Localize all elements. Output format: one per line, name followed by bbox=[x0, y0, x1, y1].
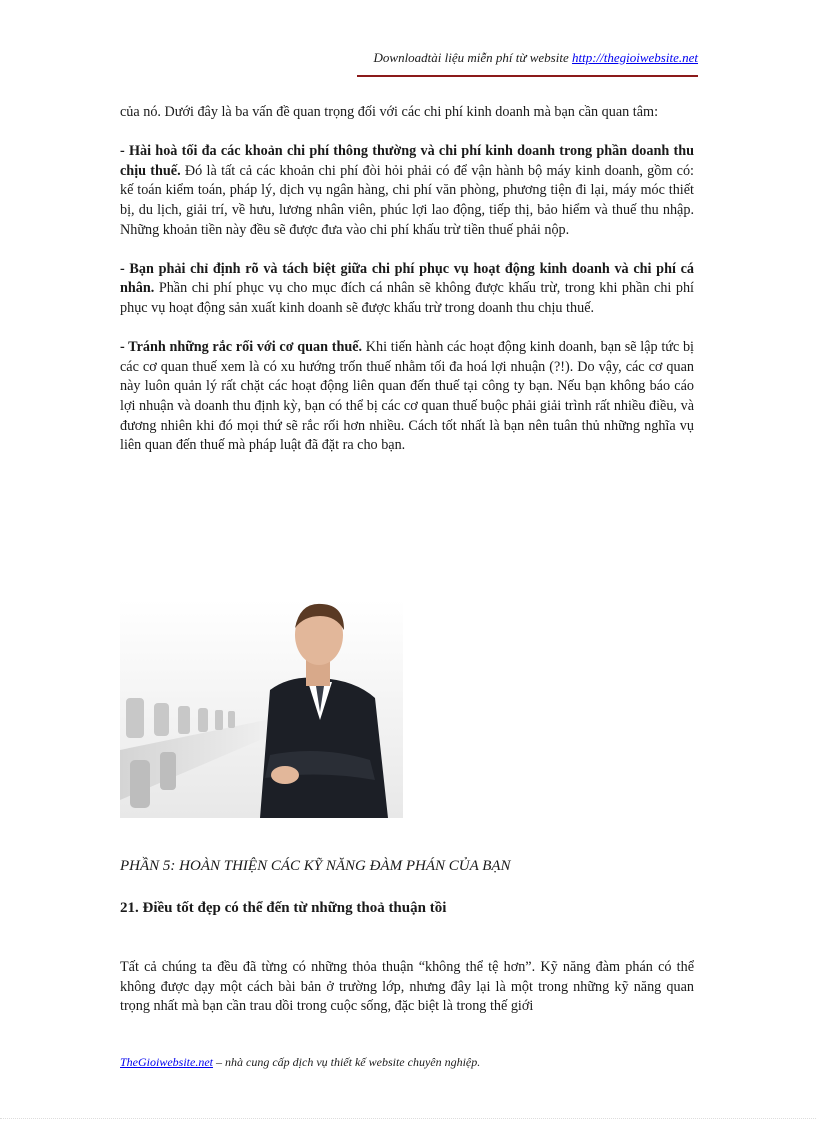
item-paragraph-2 bbox=[120, 260, 694, 319]
article-paragraph: Tất cả chúng ta đều đã từng có những thỏa thuận “không thể tệ hơn”. Kỹ năng đàm phán có thể không được dạy một cách bài bản ở trường lớp, nhưng đây lại là một trong những kỹ năng quan trọng nhất mà bạn cần trau dồi trong cuộc sống, đặc biệt là trong thế giới bbox=[120, 959, 694, 1015]
businessman-photo bbox=[120, 600, 403, 818]
intro-paragraph: của nó. Dưới đây là ba vấn đề quan trọng đối với các chi phí kinh doanh mà bạn cần quan tâm: bbox=[120, 104, 659, 120]
item-1-text: Đó là tất cả các khoản chi phí đòi hỏi phải có để vận hành bộ máy kinh doanh, gồm có: kế toán kiểm toán, pháp lý, dịch vụ ngân hàng, chi phí văn phòng, phương tiện đi lại, máy móc thiết bị, du lịch, giải trí, về hưu, lương nhân viên, phúc lợi lao động, tiếp thị, bảo hiểm và thuế thu nhập. Những khoản tiền này đều sẽ được đưa vào chi phí khấu trừ tiền thuế phải nộp. bbox=[120, 162, 694, 238]
article-heading: 21. Điều tốt đẹp có thể đến từ những thoả thuận tồi bbox=[120, 900, 447, 916]
item-2-heading: - Bạn phải chỉ định rõ và tách biệt giữa chi phí phục vụ hoạt động kinh doanh và chi phí cá nhân. bbox=[120, 260, 694, 297]
item-2-text: Phần chi phí phục vụ cho mục đích cá nhân sẽ không được khấu trừ, trong khi phần chi phí phục vụ hoạt động sản xuất kinh doanh sẽ được khấu trừ trong doanh thu chịu thuế. bbox=[120, 280, 694, 316]
footer-link[interactable]: TheGioiwebsite.net bbox=[120, 1055, 213, 1069]
section-title: PHẦN 5: HOÀN THIỆN CÁC KỸ NĂNG ĐÀM PHÁN CỦA BẠN bbox=[120, 858, 511, 874]
page-header bbox=[0, 0, 816, 80]
item-1-heading: - Hài hoà tối đa các khoản chi phí thông thường và chi phí kinh doanh trong phần doanh thu chịu thuế. bbox=[120, 143, 694, 179]
body-content bbox=[120, 103, 694, 475]
footer-text: – nhà cung cấp dịch vụ thiết kế website chuyên nghiệp. bbox=[213, 1055, 481, 1069]
header-text bbox=[374, 50, 698, 66]
item-paragraph-1 bbox=[120, 142, 694, 240]
item-3-heading: - Tránh những rắc rối với cơ quan thuế. bbox=[120, 339, 363, 356]
page-footer bbox=[120, 1055, 480, 1070]
header-link[interactable]: http://thegioiwebsite.net bbox=[571, 50, 698, 65]
item-paragraph-3 bbox=[120, 338, 694, 456]
item-3-text: Khi tiến hành các hoạt động kinh doanh, bạn sẽ lập tức bị các cơ quan thuế xem là có xu hướng trốn thuế nhằm tối đa hoá lợi nhuận (?!). Do vậy, các cơ quan này luôn quản lý rất chặt các hoạt động liên quan đến thuế tại công ty bạn. Nếu bạn không báo cáo lợi nhuận và doanh thu định kỳ, bạn có thể bị các cơ quan thuế buộc phải giải trình rất nhiều điều, và đương nhiên khi đó mọi thứ sẽ rắc rối hơn nhiều. Cách tốt nhất là bạn nên tuân thủ những nghĩa vụ liên quan đến thuế mà pháp luật đã đặt ra cho bạn. bbox=[120, 339, 694, 454]
header-divider bbox=[357, 75, 698, 77]
page-bottom-border bbox=[0, 1118, 816, 1119]
header-prefix: Downloadtài liệu miễn phí từ website bbox=[373, 50, 572, 65]
